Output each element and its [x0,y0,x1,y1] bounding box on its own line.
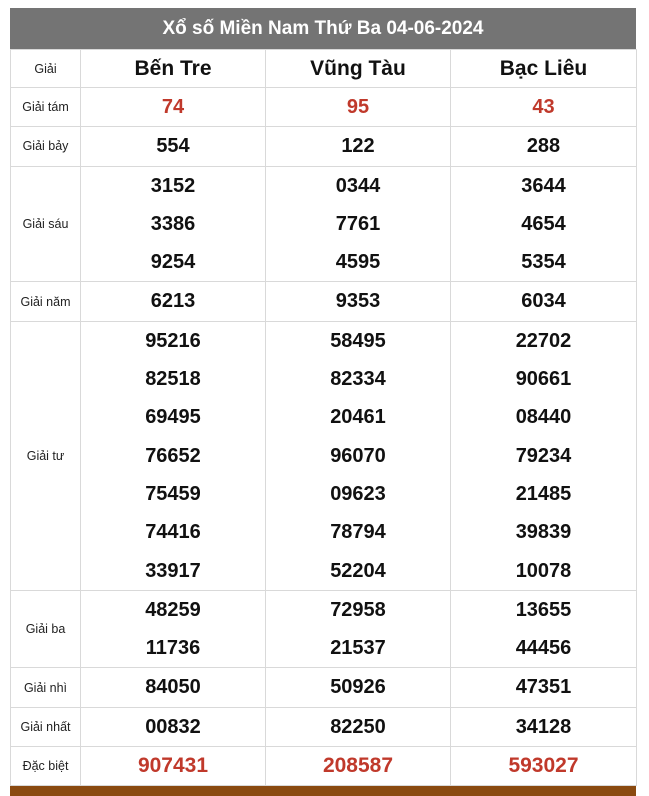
province-header[interactable]: Vũng Tàu [266,50,451,88]
winning-number: 907431 [137,754,209,778]
winning-number: 9254 [150,251,196,274]
prize-cell [451,321,637,590]
winning-number: 69495 [145,406,201,429]
winning-number: 82250 [330,715,386,738]
prize-row [11,282,637,321]
winning-number: 08440 [515,406,572,429]
winning-number: 3152 [150,174,196,197]
province-header[interactable]: Bạc Liêu [451,50,637,88]
winning-number: 44456 [515,637,572,660]
prize-cell [266,707,451,746]
winning-number: 122 [341,135,375,158]
winning-number: 11736 [145,637,201,660]
winning-number: 82518 [145,368,201,391]
winning-number: 72958 [330,598,386,621]
prize-cell [266,590,451,668]
prize-cell [266,321,451,590]
prize-label: Giải sáu [11,166,81,282]
prize-label: Giải tám [11,88,81,127]
winning-number: 95 [346,96,370,118]
prize-cell [266,166,451,282]
winning-number: 22702 [515,329,572,352]
prize-cell [81,668,266,707]
prize-row [11,747,637,786]
winning-number: 6213 [150,290,196,313]
winning-number: 6034 [521,290,566,313]
winning-number: 00832 [145,715,201,738]
page-title: Xổ số Miền Nam Thứ Ba 04-06-2024 [10,8,636,49]
prize-row [11,590,637,668]
prize-cell [451,747,637,786]
prize-row [11,321,637,590]
prize-row [11,88,637,127]
prize-cell [266,282,451,321]
winning-number: 09623 [330,482,386,505]
prize-label: Giải năm [11,282,81,321]
winning-number: 21537 [330,637,386,660]
winning-number: 3386 [150,212,196,235]
winning-number: 75459 [145,482,201,505]
winning-number: 288 [526,135,561,158]
winning-number: 34128 [515,715,572,738]
prize-cell [451,590,637,668]
prize-label: Giải nhất [11,707,81,746]
winning-number: 84050 [145,676,201,699]
winning-number: 593027 [508,754,579,778]
prize-cell [81,747,266,786]
prize-cell [451,707,637,746]
winning-number: 50926 [330,676,386,699]
winning-number: 95216 [145,329,201,352]
prize-cell [451,282,637,321]
footer-bar [10,786,636,796]
prize-row [11,127,637,166]
prize-row [11,707,637,746]
winning-number: 47351 [515,676,572,699]
winning-number: 4595 [335,251,381,274]
prize-cell [451,127,637,166]
prize-cell [81,282,266,321]
prize-cell [266,88,451,127]
prize-label: Giải tư [11,321,81,590]
prize-cell [81,127,266,166]
winning-number: 82334 [330,368,386,391]
winning-number: 3644 [521,174,566,197]
winning-number: 33917 [145,559,201,582]
winning-number: 4654 [521,212,566,235]
winning-number: 90661 [515,368,572,391]
winning-number: 21485 [515,482,572,505]
prize-cell [81,590,266,668]
prize-cell [266,127,451,166]
prize-row [11,166,637,282]
winning-number: 39839 [515,521,572,544]
prize-cell [266,747,451,786]
winning-number: 20461 [330,406,386,429]
winning-number: 43 [532,96,555,118]
winning-number: 74 [161,96,185,118]
winning-number: 52204 [330,559,386,582]
prize-cell [81,166,266,282]
prize-column-header: Giải [11,50,81,88]
winning-number: 0344 [335,174,381,197]
winning-number: 13655 [515,598,572,621]
prize-row [11,668,637,707]
winning-number: 48259 [145,598,201,621]
prize-cell [81,88,266,127]
winning-number: 9353 [335,290,381,313]
winning-number: 10078 [515,559,572,582]
prize-label: Giải ba [11,590,81,668]
prize-cell [266,668,451,707]
winning-number: 79234 [515,444,572,467]
winning-number: 96070 [330,444,386,467]
prize-label: Giải nhì [11,668,81,707]
winning-number: 74416 [145,521,201,544]
prize-cell [451,668,637,707]
winning-number: 7761 [335,212,381,235]
province-header[interactable]: Bến Tre [81,50,266,88]
lottery-results-panel [10,8,636,796]
prize-cell [451,166,637,282]
prize-cell [451,88,637,127]
winning-number: 58495 [330,329,386,352]
winning-number: 208587 [322,754,394,778]
winning-number: 76652 [145,444,201,467]
results-table [10,49,637,786]
prize-cell [81,321,266,590]
table-header-row [11,50,637,88]
prize-cell [81,707,266,746]
winning-number: 554 [156,135,190,158]
winning-number: 5354 [521,251,566,274]
prize-label: Đặc biệt [11,747,81,786]
prize-label: Giải bảy [11,127,81,166]
winning-number: 78794 [330,521,386,544]
